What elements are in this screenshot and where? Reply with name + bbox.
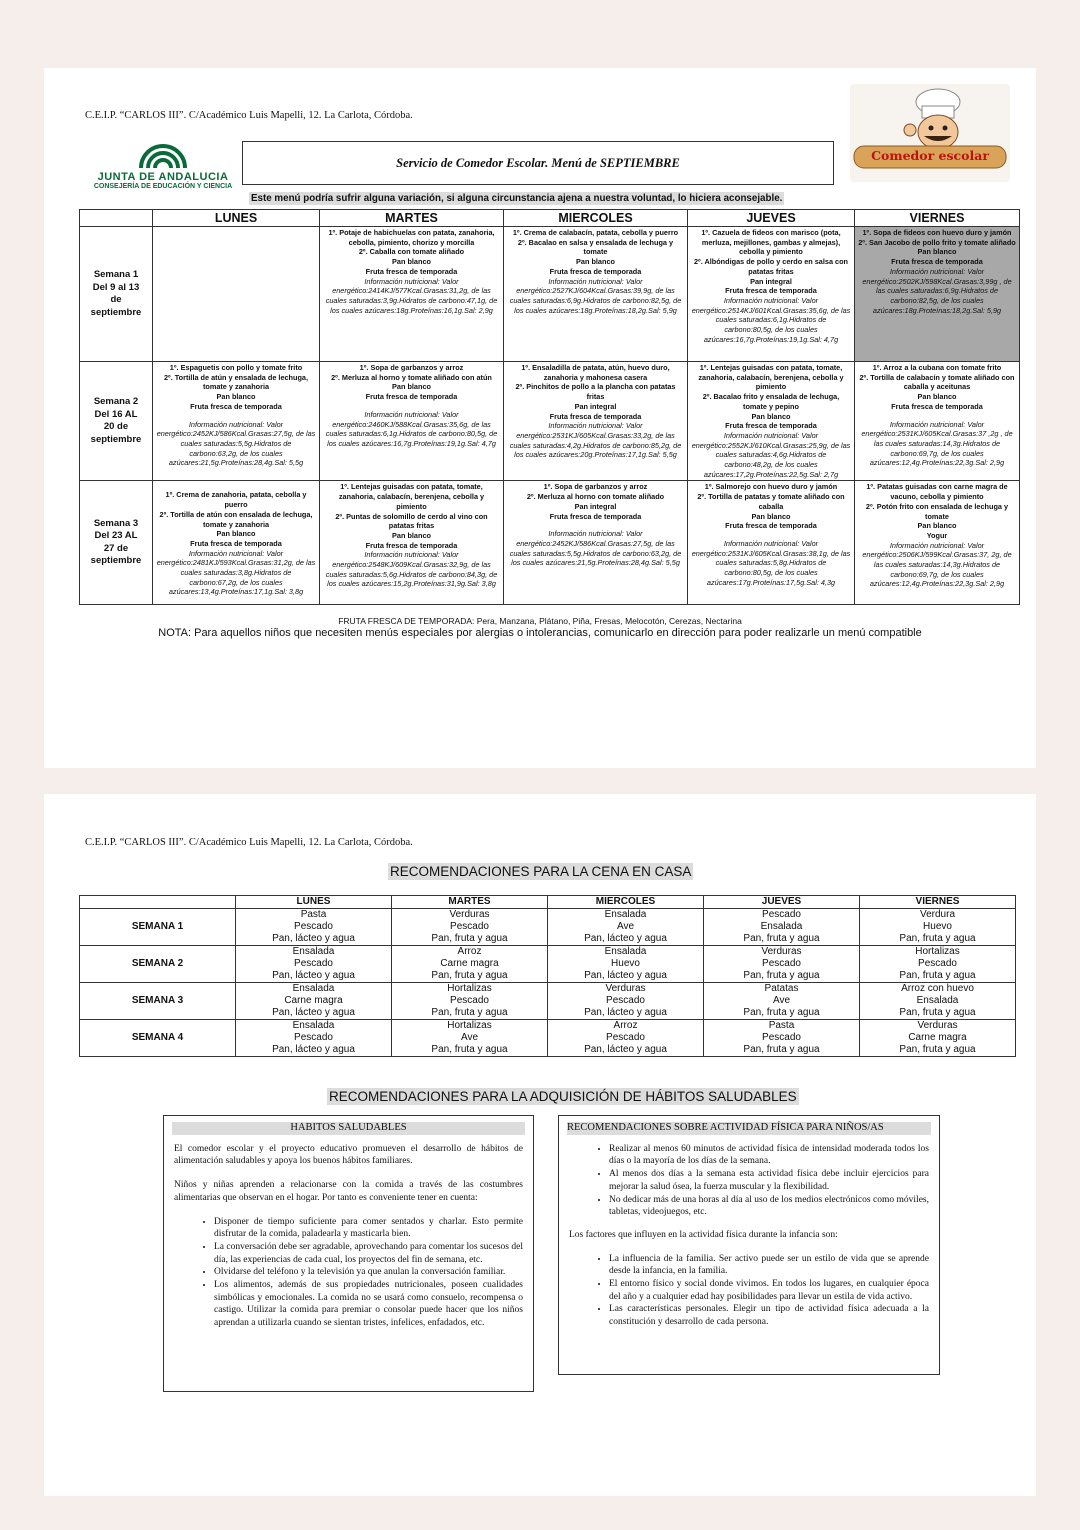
list-item: • Olvidarse del teléfono y la televisión ya que anulan la conversación familiar. [214, 1266, 523, 1279]
menu-cell: 1º. Sopa de garbanzos y arroz 2º. Merluza al horno y tomate aliñado con atún Pan blanco Fruta fresca de temporada Información nutricional: Valor energético:2460KJ/588Kcal.Grasas:35,6g, de las cuales saturadas:6,1g.Hidratos de carbono:80,5g, de los cuales azúcares:16,7g.Proteínas:19,1g.Sal: 4,7g [320, 362, 504, 481]
dinner-cell: Arroz Carne magra Pan, fruta y agua [392, 946, 548, 983]
menu-cell: 1º. Patatas guisadas con carne magra de vacuno, cebolla y pimiento 2º. Potón frito con ensalada de lechuga y tomate Pan blanco Yogur Información nutricional: Valor energético:2506KJ/599Kcal.Grasas:37, 2g, de las cuales saturadas:14,3g.Hidratos de carbono:69,7g, de los cuales azúcares:12,4g.Proteínas:22,3g.Sal: 2,9g [855, 481, 1020, 605]
activity-factors-list [569, 1253, 929, 1329]
activity-list [569, 1143, 929, 1219]
dinner-cell: Verduras Carne magra Pan, fruta y agua [860, 1020, 1016, 1057]
dinner-cell: Verdura Huevo Pan, fruta y agua [860, 909, 1016, 946]
week-label: SEMANA 2 [80, 946, 236, 983]
healthy-habits-title: RECOMENDACIONES PARA LA ADQUISICIÓN DE HÁBITOS SALUDABLES [329, 1089, 797, 1104]
dinner-cell: Arroz con huevo Ensalada Pan, fruta y agua [860, 983, 1016, 1020]
dinner-table [79, 895, 1016, 1057]
day-header: MARTES [320, 210, 504, 227]
menu-cell-highlighted: 1º. Sopa de fideos con huevo duro y jamón 2º. San Jacobo de pollo frito y tomate aliñado Pan blanco Fruta fresca de temporada Información nutricional: Valor energético:2502KJ/598Kcal.Grasas:3,99g , de las cuales saturadas:6,9g.Hidratos de carbono:82,5g, de los cuales azúcares:18g.Proteínas:18,2g.Sal: 5,9g [855, 227, 1020, 362]
physical-activity-box [558, 1115, 940, 1375]
dinner-cell: Ensalada Pescado Pan, lácteo y agua [236, 1020, 392, 1057]
dinner-cell: Patatas Ave Pan, fruta y agua [704, 983, 860, 1020]
dinner-cell: Pasta Pescado Pan, lácteo y agua [236, 909, 392, 946]
menu-page [44, 68, 1036, 768]
day-header: MIERCOLES [504, 210, 688, 227]
dinner-header-row [80, 896, 1016, 909]
menu-title: Servicio de Comedor Escolar. Menú de SEPTIEMBRE [242, 141, 834, 185]
dinner-cell: Ensalada Huevo Pan, lácteo y agua [548, 946, 704, 983]
menu-cell: 1º. Lentejas guisadas con patata, tomate, zanahoria, calabacín, berenjena, cebolla y pimiento 2º. Puntas de solomillo de cerdo al vino con patatas fritas Pan blanco Fruta fresca de temporada Información nutricional: Valor energético:2548KJ/609Kcal.Grasas:32,9g, de las cuales saturadas:5,6g.Hidratos de carbono:84,3g, de los cuales azúcares:15,2g.Proteínas:31,9g.Sal: 3,8g [320, 481, 504, 605]
week-label: SEMANA 4 [80, 1020, 236, 1057]
dinner-cell: Ensalada Pescado Pan, lácteo y agua [236, 946, 392, 983]
dinner-week-row [80, 1020, 1016, 1057]
menu-header-row [80, 210, 1020, 227]
menu-cell-empty [153, 227, 320, 362]
dinner-cell: Hortalizas Pescado Pan, fruta y agua [392, 983, 548, 1020]
habits-list [174, 1216, 523, 1330]
junta-emblem-icon [135, 138, 191, 170]
menu-week-row [80, 481, 1020, 605]
menu-corner-cell [80, 210, 153, 227]
dinner-cell: Verduras Pescado Pan, fruta y agua [392, 909, 548, 946]
school-address: C.E.I.P. “CARLOS III”. C/Académico Luis Mapelli, 12. La Carlota, Córdoba. [85, 837, 413, 848]
menu-cell: 1º. Salmorejo con huevo duro y jamón 2º. Tortilla de patatas y tomate aliñado con caballa Pan blanco Fruta fresca de temporada Información nutricional: Valor energético:2531KJ/605Kcal.Grasas:38,1g, de las cuales saturadas:5,8g.Hidratos de carbono:80,5g, de los cuales azúcares:17g.Proteínas:17,5g.Sal: 4,3g [688, 481, 855, 605]
menu-cell: 1º. Potaje de habichuelas con patata, zanahoria, cebolla, pimiento, chorizo y morcilla 2º. Caballa con tomate aliñado Pan blanco Fruta fresca de temporada Información nutricional: Valor energético:2414KJ/577Kcal.Grasas:31,2g, de las cuales saturadas:3,9g.Hidratos de carbono:47,1g, de los cuales azúcares:18g.Proteínas:16,1g.Sal: 2,9g [320, 227, 504, 362]
menu-notice: Este menú podría sufrir alguna variación, si alguna circunstancia ajena a nuestra voluntad, lo hiciera aconsejable. [251, 193, 783, 204]
list-item: • La conversación debe ser agradable, aprovechando para comentar los sucesos del día, las experiencias de cada cual, los proyectos del fin de semana, etc. [214, 1241, 523, 1266]
dinner-cell: Arroz Pescado Pan, lácteo y agua [548, 1020, 704, 1057]
dinner-corner-cell [80, 896, 236, 909]
menu-cell: 1º. Sopa de garbanzos y arroz 2º. Merluza al horno con tomate aliñado Pan integral Fruta fresca de temporada Información nutricional: Valor energético:2452KJ/586Kcal.Grasas:27,5g, de las cuales saturadas:5,5g.Hidratos de carbono:63,2g, de los cuales azúcares:21,5g.Proteínas:28,4g.Sal: 5,5g [504, 481, 688, 605]
day-header: JUEVES [688, 210, 855, 227]
dinner-week-row [80, 983, 1016, 1020]
list-item: • Al menos dos días a la semana esta actividad física debe incluir ejercicios para mejorar la salud ósea, la fuerza muscular y la flexibilidad. [609, 1168, 929, 1193]
menu-cell: 1º. Crema de zanahoria, patata, cebolla y puerro 2º. Tortilla de atún con ensalada de lechuga, tomate y zanahoria Pan blanco Fruta fresca de temporada Información nutricional: Valor energético:2481KJ/593Kcal.Grasas:31,2g, de las cuales saturadas:3,8g.Hidratos de carbono:67,2g, de los cuales azúcares:13,4g.Proteínas:17,1g.Sal: 3,8g [153, 481, 320, 605]
dinner-week-row [80, 909, 1016, 946]
day-header: JUEVES [704, 896, 860, 909]
list-item: • El entorno físico y social donde vivimos. En todos los lugares, en cualquier época del año y a cualquier edad hay posibilidades para llevar un estila de vida activo. [609, 1278, 929, 1303]
logo-line2: CONSEJERÍA DE EDUCACIÓN Y CIENCIA [93, 183, 233, 190]
menu-week-row [80, 362, 1020, 481]
menu-cell: 1º. Espaguetis con pollo y tomate frito 2º. Tortilla de atún y ensalada de lechuga, tomate y zanahoria Pan blanco Fruta fresca de temporada Información nutricional: Valor energético:2452KJ/586Kcal.Grasas:27,5g, de las cuales saturadas:5,5g.Hidratos de carbono:63,2g, de los cuales azúcares:21,5g.Proteínas:28,4g.Sal: 5,5g [153, 362, 320, 481]
dinner-cell: Pasta Pescado Pan, fruta y agua [704, 1020, 860, 1057]
school-address: C.E.I.P. “CARLOS III”. C/Académico Luis Mapelli, 12. La Carlota, Córdoba. [85, 110, 413, 121]
dinner-week-row [80, 946, 1016, 983]
week-label: SEMANA 3 [80, 983, 236, 1020]
day-header: LUNES [153, 210, 320, 227]
seasonal-fruit-note: FRUTA FRESCA DE TEMPORADA: Pera, Manzana, Plátano, Piña, Fresas, Melocotón, Cerezas, Nectarina [338, 616, 742, 626]
recommendations-page [44, 794, 1036, 1496]
comedor-badge-text: Comedor escolar [871, 148, 989, 163]
habits-paragraph: Niños y niñas aprenden a relacionarse con la comida a través de las costumbres alimentarias que observan en el hogar. Por tanto es conveniente tener en cuenta: [174, 1180, 523, 1203]
junta-andalucia-logo [88, 138, 238, 208]
list-item: • Disponer de tiempo suficiente para comer sentados y charlar. Esto permite disfrutar de la comida, paladearla y masticarla bien. [214, 1216, 523, 1241]
healthy-habits-box [163, 1115, 534, 1392]
day-header: VIERNES [860, 896, 1016, 909]
dinner-cell: Pescado Ensalada Pan, fruta y agua [704, 909, 860, 946]
list-item: • Realizar al menos 60 minutos de actividad física de intensidad moderada todos los días o la mayoría de los días de la semana. [609, 1143, 929, 1168]
habits-box-title: HABITOS SALUDABLES [172, 1122, 525, 1135]
dinner-cell: Hortalizas Ave Pan, fruta y agua [392, 1020, 548, 1057]
week-label: Semana 1 Del 9 al 13 de septiembre [80, 227, 153, 362]
menu-table [79, 209, 1020, 605]
menu-cell: 1º. Crema de calabacín, patata, cebolla y puerro 2º. Bacalao en salsa y ensalada de lechuga y tomate Pan blanco Fruta fresca de temporada Información nutricional: Valor energético:2527KJ/604Kcal.Grasas:39,9g, de las cuales saturadas:6,9g.Hidratos de carbono:82,5g, de los cuales azúcares:18g.Proteínas:18,2g.Sal: 5,9g [504, 227, 688, 362]
list-item: • La influencia de la familia. Ser activo puede ser un estilo de vida que se aprende desde la infancia, en la familia. [609, 1253, 929, 1278]
menu-cell: 1º. Arroz a la cubana con tomate frito 2º. Tortilla de calabacín y tomate aliñado con caballa y aceitunas Pan blanco Fruta fresca de temporada Información nutricional: Valor energético:2531KJ/605Kcal.Grasas:37 ,2g , de las cuales saturadas:14,3g.Hidratos de carbono:69,7g, de los cuales azúcares:12,4g.Proteínas:22,3g.Sal: 2,9g [855, 362, 1020, 481]
activity-box-title: RECOMENDACIONES SOBRE ACTIVIDAD FÍSICA PARA NIÑOS/AS [567, 1122, 931, 1135]
day-header: VIERNES [855, 210, 1020, 227]
dinner-cell: Ensalada Carne magra Pan, lácteo y agua [236, 983, 392, 1020]
logo-line1: JUNTA DE ANDALUCIA [97, 171, 229, 183]
week-label: SEMANA 1 [80, 909, 236, 946]
comedor-escolar-badge [850, 84, 1010, 182]
week-label: Semana 2 Del 16 AL 20 de septiembre [80, 362, 153, 481]
dinner-cell: Hortalizas Pescado Pan, fruta y agua [860, 946, 1016, 983]
list-item: • Las características personales. Elegir un tipo de actividad física adecuada a la constitución y desarrollo de cada persona. [609, 1303, 929, 1328]
allergy-note: NOTA: Para aquellos niños que necesiten menús especiales por alergias o intolerancias, comunicarlo en dirección para poder realizarle un menú compatible [158, 627, 922, 639]
list-item: • No dedicar más de una horas al día al uso de los medios electrónicos como móviles, tabletas, videojuegos, etc. [609, 1194, 929, 1219]
dinner-title: RECOMENDACIONES PARA LA CENA EN CASA [390, 864, 692, 879]
menu-week-row [80, 227, 1020, 362]
dinner-cell: Verduras Pescado Pan, fruta y agua [704, 946, 860, 983]
activity-paragraph: Los factores que influyen en la actividad física durante la infancia son: [569, 1229, 838, 1240]
menu-cell: 1º. Lentejas guisadas con patata, tomate, zanahoria, calabacín, berenjena, cebolla y pimiento 2º. Bacalao frito y ensalada de lechuga, tomate y pepino Pan blanco Fruta fresca de temporada Información nutricional: Valor energético:2552KJ/610Kcal.Grasas:25,9g, de las cuales saturadas:4,6g.Hidratos de carbono:48,2g, de los cuales azúcares:17,2g.Proteínas:22,5g.Sal: 2,7g [688, 362, 855, 481]
week-label: Semana 3 Del 23 AL 27 de septiembre [80, 481, 153, 605]
menu-cell: 1º. Ensaladilla de patata, atún, huevo duro, zanahoria y mahonesa casera 2º. Pinchitos de pollo a la plancha con patatas fritas Pan integral Fruta fresca de temporada Información nutricional: Valor energético:2531KJ/605Kcal.Grasas:33,2g, de las cuales saturadas:4,2g.Hidratos de carbono:85,2g, de los cuales azúcares:20g.Proteínas:17,1g.Sal: 5,5g [504, 362, 688, 481]
dinner-cell: Ensalada Ave Pan, lácteo y agua [548, 909, 704, 946]
day-header: MARTES [392, 896, 548, 909]
chef-illustration-icon [850, 84, 1010, 182]
list-item: • Los alimentos, además de sus propiedades nutricionales, poseen cualidades simbólicas y emocionales. La comida no se usará como consuelo, recompensa o castigo. Utilizar la comida para premiar o consolar puede hacer que los niños aprendan a utilizarla cuando se sientan tristes, infelices, enfadados, etc. [214, 1279, 523, 1330]
habits-paragraph: El comedor escolar y el proyecto educativo promueven el desarrollo de hábitos de alimentación saludables y apoya los buenos hábitos familiares. [174, 1143, 523, 1167]
menu-cell: 1º. Cazuela de fideos con marisco (pota, merluza, mejillones, gambas y almejas), cebolla y pimiento 2º. Albóndigas de pollo y cerdo en salsa con patatas fritas Pan integral Fruta fresca de temporada Información nutricional: Valor energético:2514KJ/601Kcal.Grasas:35,6g, de las cuales saturadas:6,1g.Hidratos de carbono:80,5g, de los cuales azúcares:16,7g.Proteínas:19,1g.Sal: 4,7g [688, 227, 855, 362]
day-header: MIERCOLES [548, 896, 704, 909]
dinner-cell: Verduras Pescado Pan, lácteo y agua [548, 983, 704, 1020]
day-header: LUNES [236, 896, 392, 909]
